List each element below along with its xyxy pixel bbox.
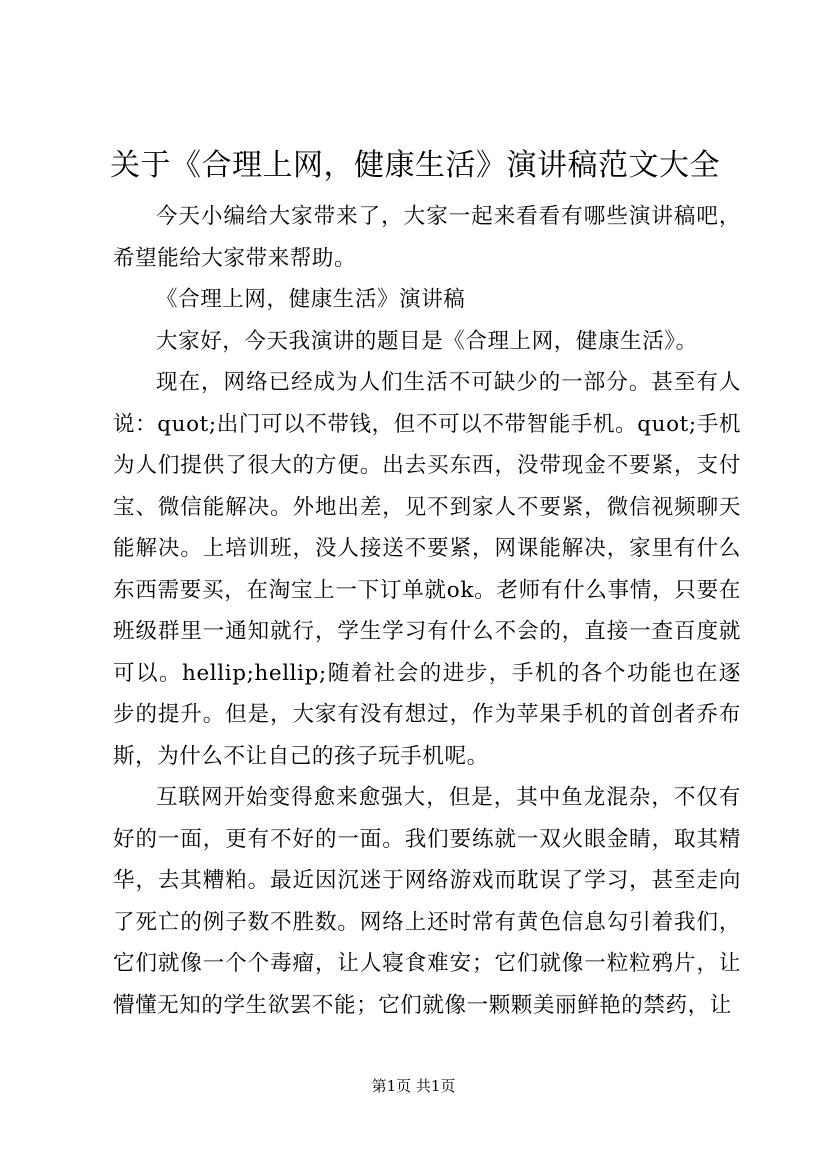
paragraph-intro: 今天小编给大家带来了，大家一起来看看有哪些演讲稿吧，希望能给大家带来帮助。 [113,204,741,271]
paragraph-subtitle: 《合理上网，健康生活》演讲稿 [156,287,466,312]
page-footer: 第1页 共1页 [371,1077,456,1095]
document-body [113,196,741,1026]
document-title: 关于《合理上网，健康生活》演讲稿范文大全 [110,148,720,183]
paragraph-greeting: 大家好，今天我演讲的题目是《合理上网，健康生活》。 [156,328,698,354]
paragraph-body-1: 现在，网络已经成为人们生活不可缺少的一部分。甚至有人说：quot;出门可以不带钱，但不可以不带智能手机。quot;手机为人们提供了很大的方便。出去买东西，没带现金不要紧，支付宝、微信能解决。外地出差，见不到家人不要紧，微信视频聊天能解决。上培训班，没人接送不要紧，网课能解决，家里有什么东西需要买，在淘宝上一下订单就ok。老师有什么事情，只要在班级群里一通知就行，学生学习有什么不会的，直接一查百度就可以。hellip;hellip;随着社会的进步，手机的各个功能也在逐步的提升。但是，大家有没有想过，作为苹果手机的首创者乔布斯，为什么不让自己的孩子玩手机呢。 [113,370,741,769]
paragraph-body-2: 互联网开始变得愈来愈强大，但是，其中鱼龙混杂，不仅有好的一面，更有不好的一面。我们要练就一双火眼金睛，取其精华，去其糟粕。最近因沉迷于网络游戏而耽误了学习，甚至走向了死亡的例子数不胜数。网络上还时常有黄色信息勾引着我们，它们就像一个个毒瘤，让人寝食难安；它们就像一粒粒鸦片，让懵懂无知的学生欲罢不能；它们就像一颗颗美丽鲜艳的禁药，让 [113,785,741,1018]
